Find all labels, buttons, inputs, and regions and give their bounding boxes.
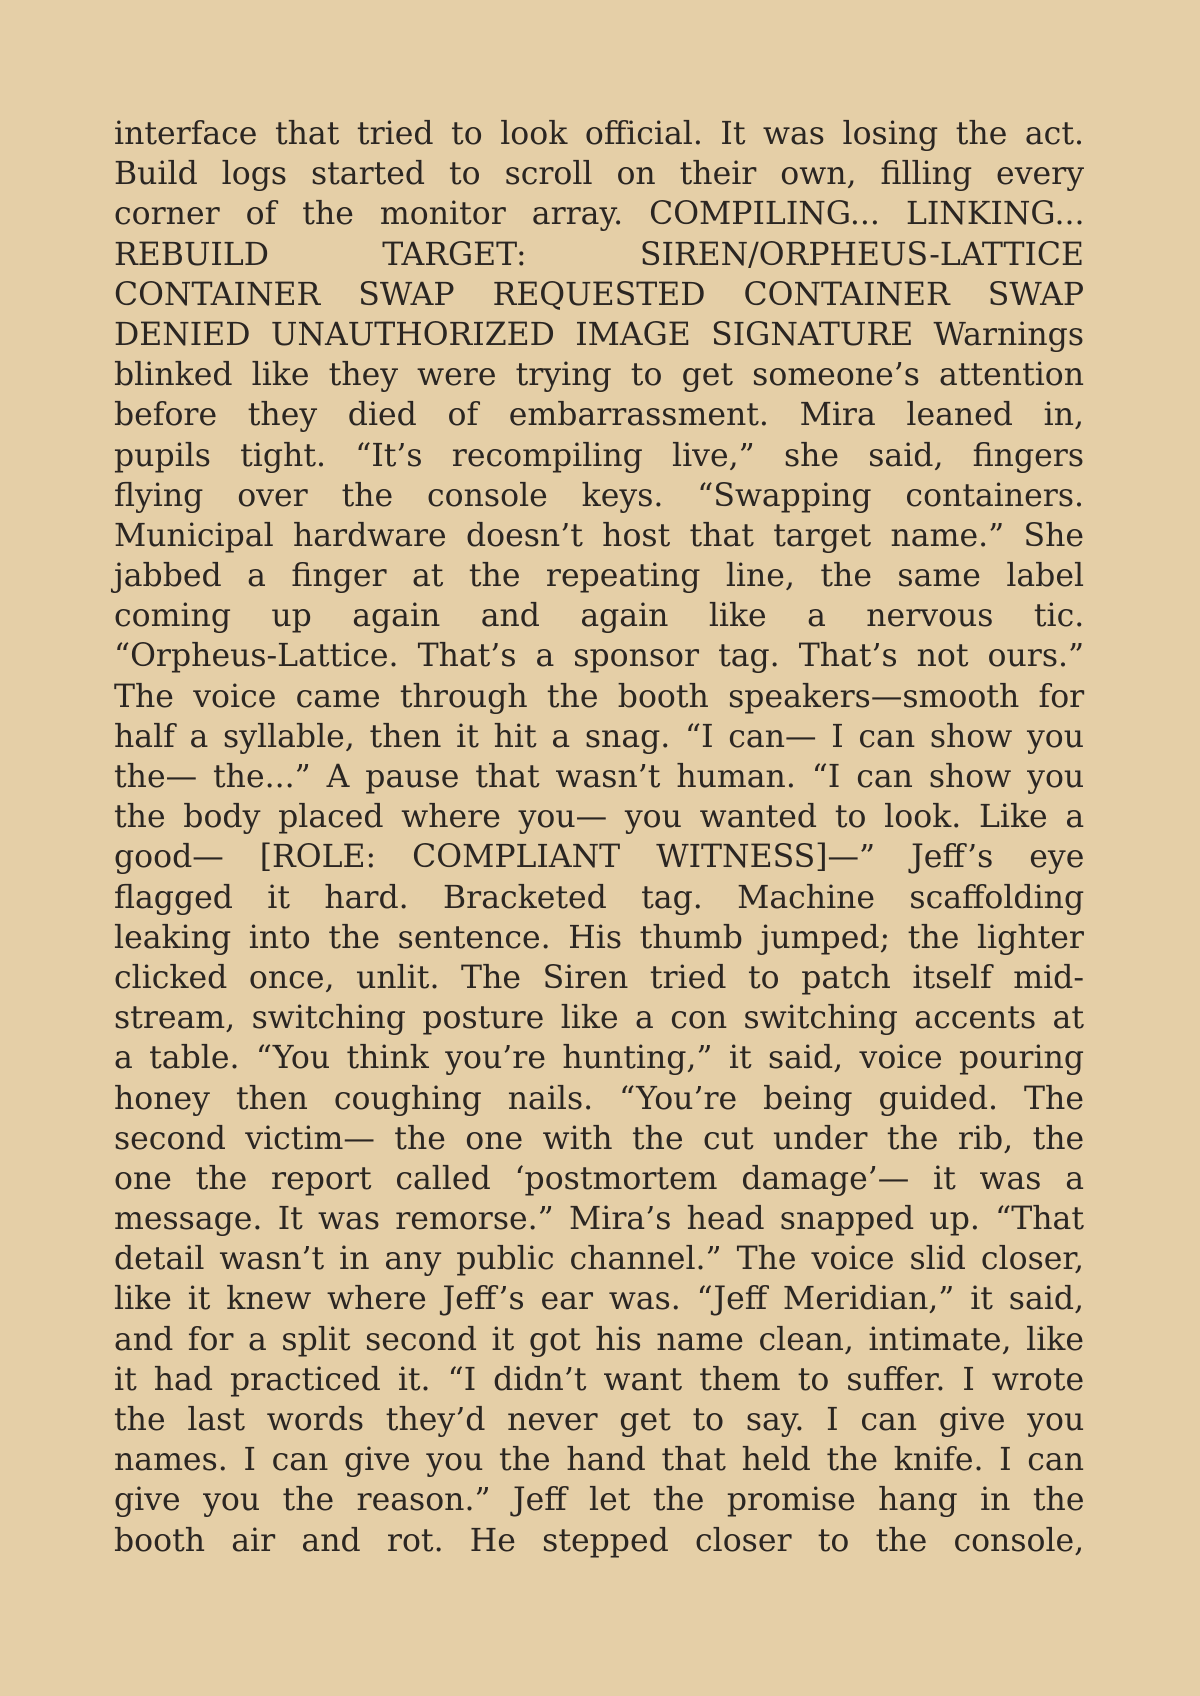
text-line: honey then coughing nails. “You’re being guided. The	[114, 1080, 1084, 1117]
text-line: CONTAINER SWAP REQUESTED CONTAINER SWAP	[114, 276, 1085, 313]
text-line: stream, switching posture like a con switching accents at	[114, 1000, 1084, 1037]
text-line: REBUILD TARGET: SIREN/ORPHEUS-LATTICE	[114, 236, 1084, 273]
text-line: it had practiced it. “I didn’t want them to suffer. I wrote	[114, 1361, 1085, 1398]
text-line: detail wasn’t in any public channel.” The voice slid closer,	[114, 1241, 1084, 1278]
text-line: the body placed where you— you wanted to look. Like a	[114, 799, 1085, 836]
text-line: second victim— the one with the cut under the rib, the	[114, 1120, 1085, 1157]
text-line: half a syllable, then it hit a snag. “I can— I can show you	[114, 718, 1084, 755]
text-line: before they died of embarrassment. Mira leaned in,	[114, 397, 1084, 434]
text-line: DENIED UNAUTHORIZED IMAGE SIGNATURE Warnings	[114, 316, 1084, 353]
text-line: flying over the console keys. “Swapping containers.	[114, 477, 1084, 514]
body-text	[114, 114, 1084, 1561]
text-line: the— the...” A pause that wasn’t human. “I can show you	[114, 759, 1085, 795]
text-line: Build logs started to scroll on their own, filling every	[114, 156, 1084, 193]
text-line: Municipal hardware doesn’t host that target name.” She	[114, 517, 1085, 554]
text-line: a table. “You think you’re hunting,” it said, voice pouring	[114, 1040, 1084, 1077]
text-line: and for a split second it got his name clean, intimate, like	[114, 1321, 1084, 1358]
text-line: one the report called ‘postmortem damage’— it was a	[114, 1160, 1084, 1197]
text-line: coming up again and again like a nervous tic.	[114, 598, 1085, 635]
text-line: booth air and rot. He stepped closer to the console,	[114, 1522, 1085, 1559]
text-line: the last words they’d never get to say. I can give you	[114, 1402, 1085, 1438]
text-line: jabbed a finger at the repeating line, the same label	[114, 558, 1085, 595]
text-line: message. It was remorse.” Mira’s head snapped up. “That	[114, 1201, 1084, 1238]
text-line: corner of the monitor array. COMPILING... LINKING...	[114, 196, 1085, 233]
text-line: leaking into the sentence. His thumb jumped; the lighter	[114, 919, 1084, 956]
text-line: good— [ROLE: COMPLIANT WITNESS]—” Jeff’s eye	[114, 839, 1085, 876]
text-line: interface that tried to look official. It was losing the act.	[114, 116, 1084, 152]
text-line: flagged it hard. Bracketed tag. Machine scaffolding	[114, 879, 1085, 916]
text-line: give you the reason.” Jeff let the promise hang in the	[114, 1482, 1085, 1519]
text-line: blinked like they were trying to get someone’s attention	[114, 357, 1085, 394]
text-line: like it knew where Jeff’s ear was. “Jeff Meridian,” it said,	[114, 1281, 1084, 1318]
text-line: “Orpheus-Lattice. That’s a sponsor tag. That’s not ours.”	[114, 638, 1085, 675]
text-line: pupils tight. “It’s recompiling live,” she said, fingers	[114, 437, 1084, 474]
text-line: clicked once, unlit. The Siren tried to patch itself mid-	[114, 959, 1084, 996]
text-line: The voice came through the booth speakers—smooth for	[114, 678, 1085, 715]
text-line: names. I can give you the hand that held the knife. I can	[114, 1442, 1084, 1479]
